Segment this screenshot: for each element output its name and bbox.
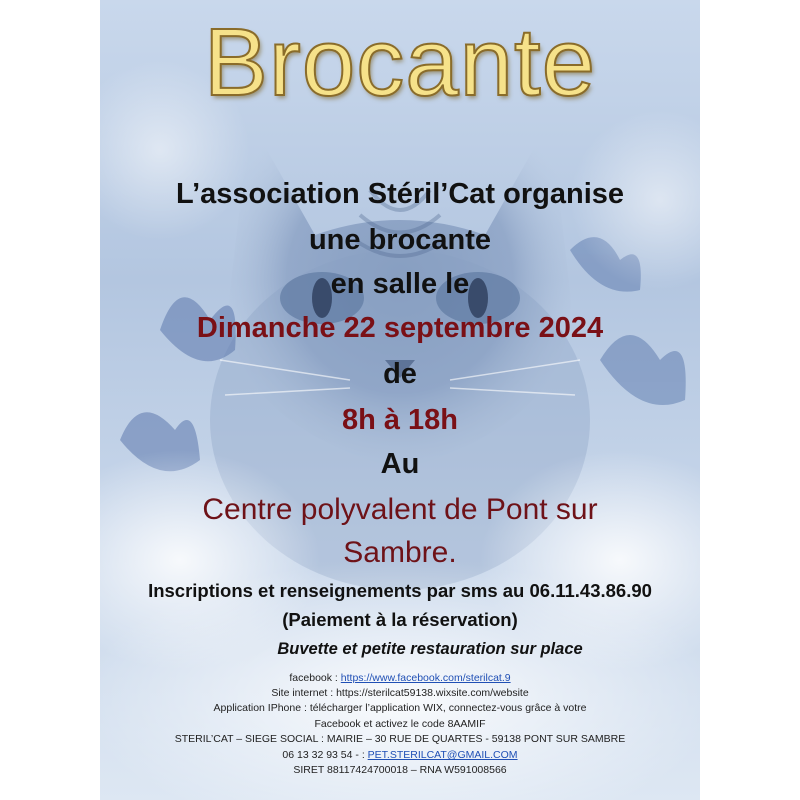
flyer	[100, 0, 700, 800]
payment-note: (Paiement à la réservation)	[282, 609, 518, 630]
facebook-label: facebook :	[289, 672, 341, 684]
event-date: Dimanche 22 septembre 2024	[196, 312, 604, 344]
facebook-line	[100, 672, 700, 684]
refreshments-note: Buvette et petite restauration sur place	[277, 640, 583, 658]
event-place-line2: Sambre.	[343, 536, 457, 569]
siret-line: SIRET 88117424700018 – RNA W591008566	[293, 764, 507, 776]
event-hours: 8h à 18h	[341, 404, 459, 436]
at-word: Au	[380, 448, 420, 480]
contact-line	[100, 749, 700, 761]
facebook-link[interactable]: https://www.facebook.com/sterilcat.9	[340, 672, 511, 684]
event-type-line: une brocante	[308, 224, 492, 256]
event-place-line1: Centre polyvalent de Pont sur	[202, 493, 598, 526]
app-instructions-line1: Application IPhone : télécharger l’application WIX, connectez-vous grâce à votre	[213, 702, 587, 714]
website-line: Site internet : https://sterilcat59138.wixsite.com/website	[271, 687, 529, 699]
email-link[interactable]: PET.STERILCAT@GMAIL.COM	[367, 749, 518, 761]
poster-title: Brocante	[203, 9, 597, 116]
phone-number: 06 13 32 93 54 - :	[282, 749, 368, 761]
venue-intro-line: en salle le	[330, 268, 470, 300]
registration-info: Inscriptions et renseignements par sms au 06.11.43.86.90	[148, 580, 652, 601]
organizer-line: L’association Stéril’Cat organise	[175, 178, 625, 210]
app-instructions-line2: Facebook et activez le code 8AAMIF	[314, 718, 486, 730]
from-word: de	[383, 358, 417, 390]
head-office-address: STERIL’CAT – SIEGE SOCIAL : MAIRIE – 30 RUE DE QUARTES - 59138 PONT SUR SAMBRE	[174, 733, 626, 745]
